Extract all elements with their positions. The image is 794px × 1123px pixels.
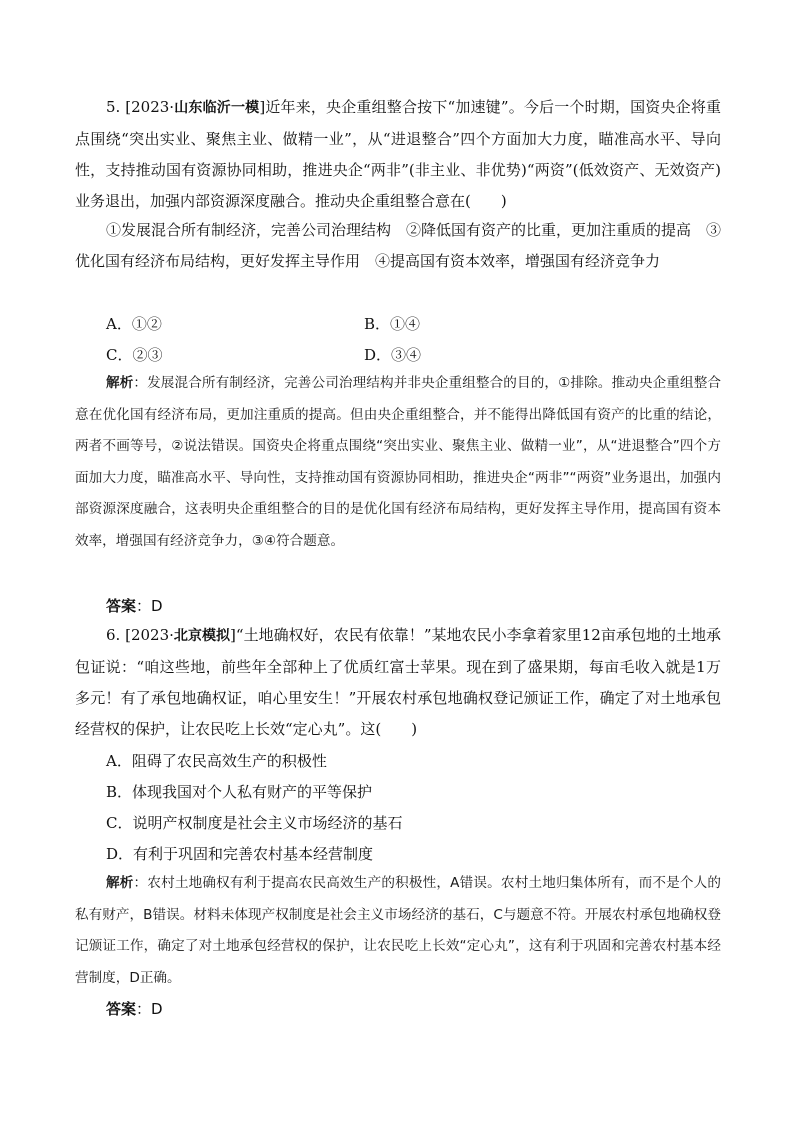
question-6-option-b: B．体现我国对个人私有财产的平等保护 [106,783,373,801]
question-5-stem-text: 近年来，央企重组整合按下“加速键”。今后一个时期，国资央企将重点围绕“突出实业、聚焦主业、做精一业”，从“进退整合”四个方面加大力度，瞄准高水平、导向性，支持推动国有资源协同相助，推进央企“两非”(非主业、非优势)“两资”(低效资产、无效资产)业务退出，加强内部资源深度融合。推动央企重组整合意在( ) [75,98,722,210]
question-5-analysis-label: 解析 [106,375,134,391]
question-5-answer [106,595,163,617]
question-5-option-c: C．②③ [106,346,163,364]
question-5-statements: ①发展混合所有制经济，完善公司治理结构 ②降低国有资产的比重，更加注重质的提高 ③优化国有经济布局结构，更好发挥主导作用 ④提高国有资本效率，增强国有经济竞争力 [75,221,722,270]
question-5-answer-label: 答案 [106,597,137,615]
question-6-analysis-text: ：农村土地确权有利于提高农民高效生产的积极性，A错误。农村土地归集体所有，而不是个人的私有财产，B错误。材料未体现产权制度是社会主义市场经济的基石，C与题意不符。开展农村承包地确权登记颁证工作，确定了对土地承包经营权的保护，让农民吃上长效“定心丸”，这有利于巩固和完善农村基本经营制度，D正确。 [75,875,722,986]
question-6-stem [75,620,721,745]
question-6-option-d: D．有利于巩固和完善农村基本经营制度 [106,845,374,863]
question-6-analysis-label: 解析 [106,875,134,891]
question-6-source: 北京模拟 [173,628,231,644]
question-6-option-a: A．阻碍了农民高效生产的积极性 [106,752,327,770]
question-5-stem [75,92,721,217]
question-6-answer-label: 答案 [106,1000,137,1018]
question-6-option-c: C．说明产权制度是社会主义市场经济的基石 [106,814,403,832]
question-5-analysis-text: ：发展混合所有制经济，完善公司治理结构并非央企重组整合的目的，①排除。推动央企重组整合意在优化国有经济布局，更加注重质的提高。但由央企重组整合，并不能得出降低国有资产的比重的结论，两者不画等号，②说法错误。国资央企将重点围绕“突出实业、聚焦主业、做精一业”，从“进退整合”四个方面加大力度，瞄准高水平、导向性，支持推动国有资源协同相助，推进央企“两非”“两资”业务退出，加强内部资源深度融合，这表明央企重组整合的目的是优化国有经济布局结构，更好发挥主导作用，提高国有资本效率，增强国有经济竞争力，③④符合题意。 [75,375,722,549]
question-5-number: 5. [106,98,121,116]
question-5-analysis [75,368,721,557]
question-5-source-open: [2023· [125,98,175,116]
question-6-answer-text: ：D [136,1000,163,1018]
question-5-option-b: B．①④ [364,315,421,333]
question-6-source-open: [2023· [125,626,174,644]
question-5-option-a: A．①② [106,315,162,333]
question-6-stem-text: “土地确权好，农民有依靠！”某地农民小李拿着家里12亩承包地的土地承包证说：“咱这些地，前些年全部种上了优质红富士苹果。现在到了盛果期，每亩毛收入就是1万多元！有了承包地确权证，咱心里安生！”开展农村承包地确权登记颁证工作，确定了对土地承包经营权的保护，让农民吃上长效“定心丸”。这( ) [75,626,721,738]
question-5-option-d: D．③④ [364,346,422,364]
question-6-number: 6. [106,626,121,644]
question-5-source: 山东临沂一模 [174,100,260,116]
question-5-source-close: ] [259,98,266,116]
question-6-source-close: ] [230,626,236,644]
question-6-answer [106,998,163,1020]
question-6-analysis [75,868,721,994]
question-5-answer-text: ：D [136,597,163,615]
